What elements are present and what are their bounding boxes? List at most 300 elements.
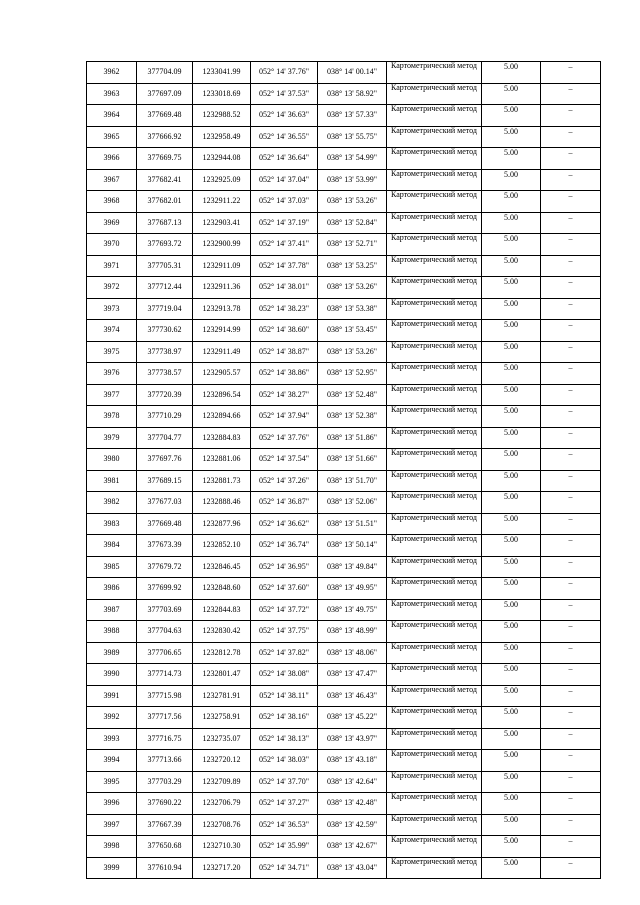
accuracy-cell: 5.00 xyxy=(482,126,541,148)
x-coordinate-cell: 377690.22 xyxy=(137,793,193,815)
longitude-cell: 038° 13' 51.66" xyxy=(318,449,387,471)
note-cell: – xyxy=(541,427,601,449)
method-cell: Картометрический метод xyxy=(387,105,482,127)
note-cell: – xyxy=(541,707,601,729)
accuracy-cell: 5.00 xyxy=(482,62,541,84)
point-number-cell: 3997 xyxy=(87,814,137,836)
table-row xyxy=(87,857,601,879)
latitude-cell: 052° 14' 38.23" xyxy=(251,298,318,320)
point-number-cell: 3965 xyxy=(87,126,137,148)
longitude-cell: 038° 13' 51.70" xyxy=(318,470,387,492)
longitude-cell: 038° 13' 52.95" xyxy=(318,363,387,385)
longitude-cell: 038° 13' 43.97" xyxy=(318,728,387,750)
note-cell: – xyxy=(541,83,601,105)
note-cell: – xyxy=(541,298,601,320)
table-row xyxy=(87,427,601,449)
y-coordinate-cell: 1233041.99 xyxy=(193,62,251,84)
method-cell: Картометрический метод xyxy=(387,728,482,750)
accuracy-cell: 5.00 xyxy=(482,83,541,105)
table-row xyxy=(87,105,601,127)
latitude-cell: 052° 14' 37.75" xyxy=(251,621,318,643)
x-coordinate-cell: 377682.41 xyxy=(137,169,193,191)
point-number-cell: 3969 xyxy=(87,212,137,234)
latitude-cell: 052° 14' 38.16" xyxy=(251,707,318,729)
latitude-cell: 052° 14' 38.27" xyxy=(251,384,318,406)
method-cell: Картометрический метод xyxy=(387,234,482,256)
table-row xyxy=(87,642,601,664)
longitude-cell: 038° 13' 48.06" xyxy=(318,642,387,664)
method-cell: Картометрический метод xyxy=(387,406,482,428)
method-cell: Картометрический метод xyxy=(387,857,482,879)
accuracy-cell: 5.00 xyxy=(482,707,541,729)
x-coordinate-cell: 377703.29 xyxy=(137,771,193,793)
note-cell: – xyxy=(541,535,601,557)
point-number-cell: 3973 xyxy=(87,298,137,320)
accuracy-cell: 5.00 xyxy=(482,621,541,643)
method-cell: Картометрический метод xyxy=(387,707,482,729)
longitude-cell: 038° 13' 58.92" xyxy=(318,83,387,105)
table-row xyxy=(87,599,601,621)
x-coordinate-cell: 377738.97 xyxy=(137,341,193,363)
longitude-cell: 038° 13' 53.26" xyxy=(318,191,387,213)
accuracy-cell: 5.00 xyxy=(482,492,541,514)
accuracy-cell: 5.00 xyxy=(482,685,541,707)
table-row xyxy=(87,513,601,535)
method-cell: Картометрический метод xyxy=(387,836,482,858)
y-coordinate-cell: 1232944.08 xyxy=(193,148,251,170)
latitude-cell: 052° 14' 38.01" xyxy=(251,277,318,299)
point-number-cell: 3992 xyxy=(87,707,137,729)
x-coordinate-cell: 377703.69 xyxy=(137,599,193,621)
latitude-cell: 052° 14' 37.76" xyxy=(251,62,318,84)
point-number-cell: 3968 xyxy=(87,191,137,213)
y-coordinate-cell: 1232801.47 xyxy=(193,664,251,686)
latitude-cell: 052° 14' 37.72" xyxy=(251,599,318,621)
longitude-cell: 038° 13' 53.26" xyxy=(318,277,387,299)
y-coordinate-cell: 1232905.57 xyxy=(193,363,251,385)
method-cell: Картометрический метод xyxy=(387,599,482,621)
point-number-cell: 3980 xyxy=(87,449,137,471)
latitude-cell: 052° 14' 37.78" xyxy=(251,255,318,277)
method-cell: Картометрический метод xyxy=(387,126,482,148)
table-row xyxy=(87,406,601,428)
point-number-cell: 3966 xyxy=(87,148,137,170)
x-coordinate-cell: 377704.09 xyxy=(137,62,193,84)
accuracy-cell: 5.00 xyxy=(482,836,541,858)
longitude-cell: 038° 13' 43.18" xyxy=(318,750,387,772)
latitude-cell: 052° 14' 37.19" xyxy=(251,212,318,234)
latitude-cell: 052° 14' 38.08" xyxy=(251,664,318,686)
y-coordinate-cell: 1232888.46 xyxy=(193,492,251,514)
longitude-cell: 038° 13' 55.75" xyxy=(318,126,387,148)
point-number-cell: 3972 xyxy=(87,277,137,299)
x-coordinate-cell: 377717.56 xyxy=(137,707,193,729)
accuracy-cell: 5.00 xyxy=(482,406,541,428)
point-number-cell: 3974 xyxy=(87,320,137,342)
y-coordinate-cell: 1232913.78 xyxy=(193,298,251,320)
method-cell: Картометрический метод xyxy=(387,320,482,342)
x-coordinate-cell: 377669.48 xyxy=(137,513,193,535)
table-row xyxy=(87,470,601,492)
method-cell: Картометрический метод xyxy=(387,535,482,557)
point-number-cell: 3967 xyxy=(87,169,137,191)
longitude-cell: 038° 13' 52.84" xyxy=(318,212,387,234)
longitude-cell: 038° 13' 52.06" xyxy=(318,492,387,514)
note-cell: – xyxy=(541,363,601,385)
table-row xyxy=(87,814,601,836)
x-coordinate-cell: 377738.57 xyxy=(137,363,193,385)
latitude-cell: 052° 14' 37.41" xyxy=(251,234,318,256)
method-cell: Картометрический метод xyxy=(387,814,482,836)
longitude-cell: 038° 13' 52.38" xyxy=(318,406,387,428)
x-coordinate-cell: 377713.66 xyxy=(137,750,193,772)
note-cell: – xyxy=(541,664,601,686)
method-cell: Картометрический метод xyxy=(387,750,482,772)
x-coordinate-cell: 377610.94 xyxy=(137,857,193,879)
method-cell: Картометрический метод xyxy=(387,427,482,449)
table-row xyxy=(87,298,601,320)
point-number-cell: 3970 xyxy=(87,234,137,256)
point-number-cell: 3975 xyxy=(87,341,137,363)
table-row xyxy=(87,126,601,148)
table-row xyxy=(87,836,601,858)
accuracy-cell: 5.00 xyxy=(482,556,541,578)
point-number-cell: 3971 xyxy=(87,255,137,277)
longitude-cell: 038° 13' 57.33" xyxy=(318,105,387,127)
y-coordinate-cell: 1232988.52 xyxy=(193,105,251,127)
method-cell: Картометрический метод xyxy=(387,556,482,578)
y-coordinate-cell: 1232735.07 xyxy=(193,728,251,750)
point-number-cell: 3985 xyxy=(87,556,137,578)
point-number-cell: 3981 xyxy=(87,470,137,492)
longitude-cell: 038° 13' 45.22" xyxy=(318,707,387,729)
point-number-cell: 3983 xyxy=(87,513,137,535)
accuracy-cell: 5.00 xyxy=(482,320,541,342)
table-row xyxy=(87,449,601,471)
x-coordinate-cell: 377730.62 xyxy=(137,320,193,342)
x-coordinate-cell: 377673.39 xyxy=(137,535,193,557)
accuracy-cell: 5.00 xyxy=(482,277,541,299)
note-cell: – xyxy=(541,513,601,535)
longitude-cell: 038° 13' 42.64" xyxy=(318,771,387,793)
note-cell: – xyxy=(541,750,601,772)
x-coordinate-cell: 377687.13 xyxy=(137,212,193,234)
point-number-cell: 3979 xyxy=(87,427,137,449)
latitude-cell: 052° 14' 37.60" xyxy=(251,578,318,600)
x-coordinate-cell: 377716.75 xyxy=(137,728,193,750)
y-coordinate-cell: 1232911.36 xyxy=(193,277,251,299)
latitude-cell: 052° 14' 37.26" xyxy=(251,470,318,492)
x-coordinate-cell: 377697.09 xyxy=(137,83,193,105)
longitude-cell: 038° 13' 49.75" xyxy=(318,599,387,621)
longitude-cell: 038° 13' 49.84" xyxy=(318,556,387,578)
method-cell: Картометрический метод xyxy=(387,513,482,535)
accuracy-cell: 5.00 xyxy=(482,814,541,836)
y-coordinate-cell: 1232877.96 xyxy=(193,513,251,535)
note-cell: – xyxy=(541,212,601,234)
x-coordinate-cell: 377669.75 xyxy=(137,148,193,170)
table-row xyxy=(87,793,601,815)
point-number-cell: 3990 xyxy=(87,664,137,686)
accuracy-cell: 5.00 xyxy=(482,105,541,127)
longitude-cell: 038° 13' 52.71" xyxy=(318,234,387,256)
method-cell: Картометрический метод xyxy=(387,384,482,406)
table-row xyxy=(87,685,601,707)
x-coordinate-cell: 377677.03 xyxy=(137,492,193,514)
accuracy-cell: 5.00 xyxy=(482,793,541,815)
accuracy-cell: 5.00 xyxy=(482,212,541,234)
method-cell: Картометрический метод xyxy=(387,621,482,643)
y-coordinate-cell: 1232903.41 xyxy=(193,212,251,234)
x-coordinate-cell: 377712.44 xyxy=(137,277,193,299)
longitude-cell: 038° 13' 48.99" xyxy=(318,621,387,643)
longitude-cell: 038° 13' 42.48" xyxy=(318,793,387,815)
latitude-cell: 052° 14' 38.87" xyxy=(251,341,318,363)
latitude-cell: 052° 14' 34.71" xyxy=(251,857,318,879)
table-row xyxy=(87,255,601,277)
table-row xyxy=(87,363,601,385)
latitude-cell: 052° 14' 36.62" xyxy=(251,513,318,535)
y-coordinate-cell: 1232848.60 xyxy=(193,578,251,600)
y-coordinate-cell: 1232925.09 xyxy=(193,169,251,191)
y-coordinate-cell: 1232911.09 xyxy=(193,255,251,277)
longitude-cell: 038° 13' 51.51" xyxy=(318,513,387,535)
latitude-cell: 052° 14' 37.54" xyxy=(251,449,318,471)
longitude-cell: 038° 13' 50.14" xyxy=(318,535,387,557)
note-cell: – xyxy=(541,148,601,170)
method-cell: Картометрический метод xyxy=(387,363,482,385)
coordinates-table xyxy=(86,61,601,879)
latitude-cell: 052° 14' 36.55" xyxy=(251,126,318,148)
longitude-cell: 038° 13' 46.43" xyxy=(318,685,387,707)
latitude-cell: 052° 14' 38.86" xyxy=(251,363,318,385)
y-coordinate-cell: 1232708.76 xyxy=(193,814,251,836)
x-coordinate-cell: 377719.04 xyxy=(137,298,193,320)
longitude-cell: 038° 13' 52.48" xyxy=(318,384,387,406)
note-cell: – xyxy=(541,578,601,600)
table-row xyxy=(87,750,601,772)
point-number-cell: 3984 xyxy=(87,535,137,557)
latitude-cell: 052° 14' 38.60" xyxy=(251,320,318,342)
table-row xyxy=(87,664,601,686)
accuracy-cell: 5.00 xyxy=(482,191,541,213)
y-coordinate-cell: 1232896.54 xyxy=(193,384,251,406)
point-number-cell: 3987 xyxy=(87,599,137,621)
x-coordinate-cell: 377667.39 xyxy=(137,814,193,836)
longitude-cell: 038° 13' 53.38" xyxy=(318,298,387,320)
latitude-cell: 052° 14' 36.63" xyxy=(251,105,318,127)
table-row xyxy=(87,707,601,729)
point-number-cell: 3963 xyxy=(87,83,137,105)
note-cell: – xyxy=(541,836,601,858)
table-row xyxy=(87,320,601,342)
latitude-cell: 052° 14' 37.27" xyxy=(251,793,318,815)
accuracy-cell: 5.00 xyxy=(482,578,541,600)
note-cell: – xyxy=(541,406,601,428)
point-number-cell: 3964 xyxy=(87,105,137,127)
longitude-cell: 038° 13' 49.95" xyxy=(318,578,387,600)
y-coordinate-cell: 1232852.10 xyxy=(193,535,251,557)
accuracy-cell: 5.00 xyxy=(482,384,541,406)
latitude-cell: 052° 14' 37.70" xyxy=(251,771,318,793)
latitude-cell: 052° 14' 38.03" xyxy=(251,750,318,772)
x-coordinate-cell: 377689.15 xyxy=(137,470,193,492)
y-coordinate-cell: 1232830.42 xyxy=(193,621,251,643)
longitude-cell: 038° 14' 00.14" xyxy=(318,62,387,84)
point-number-cell: 3989 xyxy=(87,642,137,664)
accuracy-cell: 5.00 xyxy=(482,750,541,772)
latitude-cell: 052° 14' 37.76" xyxy=(251,427,318,449)
method-cell: Картометрический метод xyxy=(387,169,482,191)
y-coordinate-cell: 1232914.99 xyxy=(193,320,251,342)
point-number-cell: 3996 xyxy=(87,793,137,815)
y-coordinate-cell: 1232958.49 xyxy=(193,126,251,148)
point-number-cell: 3999 xyxy=(87,857,137,879)
table-row xyxy=(87,169,601,191)
longitude-cell: 038° 13' 53.99" xyxy=(318,169,387,191)
x-coordinate-cell: 377706.65 xyxy=(137,642,193,664)
note-cell: – xyxy=(541,814,601,836)
accuracy-cell: 5.00 xyxy=(482,298,541,320)
longitude-cell: 038° 13' 53.45" xyxy=(318,320,387,342)
x-coordinate-cell: 377705.31 xyxy=(137,255,193,277)
table-row xyxy=(87,234,601,256)
method-cell: Картометрический метод xyxy=(387,148,482,170)
note-cell: – xyxy=(541,277,601,299)
point-number-cell: 3977 xyxy=(87,384,137,406)
x-coordinate-cell: 377699.92 xyxy=(137,578,193,600)
method-cell: Картометрический метод xyxy=(387,191,482,213)
accuracy-cell: 5.00 xyxy=(482,234,541,256)
method-cell: Картометрический метод xyxy=(387,685,482,707)
y-coordinate-cell: 1232844.83 xyxy=(193,599,251,621)
note-cell: – xyxy=(541,255,601,277)
x-coordinate-cell: 377720.39 xyxy=(137,384,193,406)
note-cell: – xyxy=(541,642,601,664)
table-row xyxy=(87,535,601,557)
y-coordinate-cell: 1232781.91 xyxy=(193,685,251,707)
method-cell: Картометрический метод xyxy=(387,62,482,84)
coordinates-table-body xyxy=(87,62,601,879)
latitude-cell: 052° 14' 36.87" xyxy=(251,492,318,514)
point-number-cell: 3991 xyxy=(87,685,137,707)
accuracy-cell: 5.00 xyxy=(482,255,541,277)
accuracy-cell: 5.00 xyxy=(482,341,541,363)
latitude-cell: 052° 14' 36.74" xyxy=(251,535,318,557)
table-row xyxy=(87,771,601,793)
method-cell: Картометрический метод xyxy=(387,83,482,105)
method-cell: Картометрический метод xyxy=(387,255,482,277)
method-cell: Картометрический метод xyxy=(387,277,482,299)
point-number-cell: 3986 xyxy=(87,578,137,600)
method-cell: Картометрический метод xyxy=(387,470,482,492)
accuracy-cell: 5.00 xyxy=(482,169,541,191)
x-coordinate-cell: 377704.63 xyxy=(137,621,193,643)
point-number-cell: 3993 xyxy=(87,728,137,750)
accuracy-cell: 5.00 xyxy=(482,449,541,471)
table-row xyxy=(87,62,601,84)
longitude-cell: 038° 13' 53.26" xyxy=(318,341,387,363)
latitude-cell: 052° 14' 36.95" xyxy=(251,556,318,578)
y-coordinate-cell: 1232717.20 xyxy=(193,857,251,879)
y-coordinate-cell: 1232911.49 xyxy=(193,341,251,363)
y-coordinate-cell: 1233018.69 xyxy=(193,83,251,105)
point-number-cell: 3998 xyxy=(87,836,137,858)
y-coordinate-cell: 1232709.89 xyxy=(193,771,251,793)
latitude-cell: 052° 14' 38.13" xyxy=(251,728,318,750)
note-cell: – xyxy=(541,728,601,750)
accuracy-cell: 5.00 xyxy=(482,427,541,449)
x-coordinate-cell: 377693.72 xyxy=(137,234,193,256)
method-cell: Картометрический метод xyxy=(387,341,482,363)
table-row xyxy=(87,492,601,514)
y-coordinate-cell: 1232812.78 xyxy=(193,642,251,664)
latitude-cell: 052° 14' 37.04" xyxy=(251,169,318,191)
accuracy-cell: 5.00 xyxy=(482,599,541,621)
note-cell: – xyxy=(541,492,601,514)
note-cell: – xyxy=(541,470,601,492)
y-coordinate-cell: 1232758.91 xyxy=(193,707,251,729)
longitude-cell: 038° 13' 42.59" xyxy=(318,814,387,836)
table-row xyxy=(87,191,601,213)
x-coordinate-cell: 377704.77 xyxy=(137,427,193,449)
y-coordinate-cell: 1232846.45 xyxy=(193,556,251,578)
point-number-cell: 3994 xyxy=(87,750,137,772)
note-cell: – xyxy=(541,599,601,621)
note-cell: – xyxy=(541,793,601,815)
point-number-cell: 3978 xyxy=(87,406,137,428)
latitude-cell: 052° 14' 35.99" xyxy=(251,836,318,858)
table-row xyxy=(87,578,601,600)
y-coordinate-cell: 1232884.83 xyxy=(193,427,251,449)
method-cell: Картометрический метод xyxy=(387,492,482,514)
accuracy-cell: 5.00 xyxy=(482,148,541,170)
note-cell: – xyxy=(541,449,601,471)
method-cell: Картометрический метод xyxy=(387,771,482,793)
accuracy-cell: 5.00 xyxy=(482,363,541,385)
method-cell: Картометрический метод xyxy=(387,642,482,664)
method-cell: Картометрический метод xyxy=(387,793,482,815)
note-cell: – xyxy=(541,105,601,127)
note-cell: – xyxy=(541,556,601,578)
accuracy-cell: 5.00 xyxy=(482,535,541,557)
y-coordinate-cell: 1232881.73 xyxy=(193,470,251,492)
note-cell: – xyxy=(541,621,601,643)
table-row xyxy=(87,83,601,105)
longitude-cell: 038° 13' 43.04" xyxy=(318,857,387,879)
accuracy-cell: 5.00 xyxy=(482,642,541,664)
latitude-cell: 052° 14' 37.53" xyxy=(251,83,318,105)
table-row xyxy=(87,277,601,299)
y-coordinate-cell: 1232900.99 xyxy=(193,234,251,256)
y-coordinate-cell: 1232710.30 xyxy=(193,836,251,858)
note-cell: – xyxy=(541,384,601,406)
x-coordinate-cell: 377666.92 xyxy=(137,126,193,148)
point-number-cell: 3995 xyxy=(87,771,137,793)
accuracy-cell: 5.00 xyxy=(482,664,541,686)
table-row xyxy=(87,621,601,643)
note-cell: – xyxy=(541,191,601,213)
note-cell: – xyxy=(541,341,601,363)
x-coordinate-cell: 377710.29 xyxy=(137,406,193,428)
method-cell: Картометрический метод xyxy=(387,212,482,234)
x-coordinate-cell: 377650.68 xyxy=(137,836,193,858)
point-number-cell: 3988 xyxy=(87,621,137,643)
accuracy-cell: 5.00 xyxy=(482,513,541,535)
table-row xyxy=(87,384,601,406)
latitude-cell: 052° 14' 36.53" xyxy=(251,814,318,836)
longitude-cell: 038° 13' 53.25" xyxy=(318,255,387,277)
